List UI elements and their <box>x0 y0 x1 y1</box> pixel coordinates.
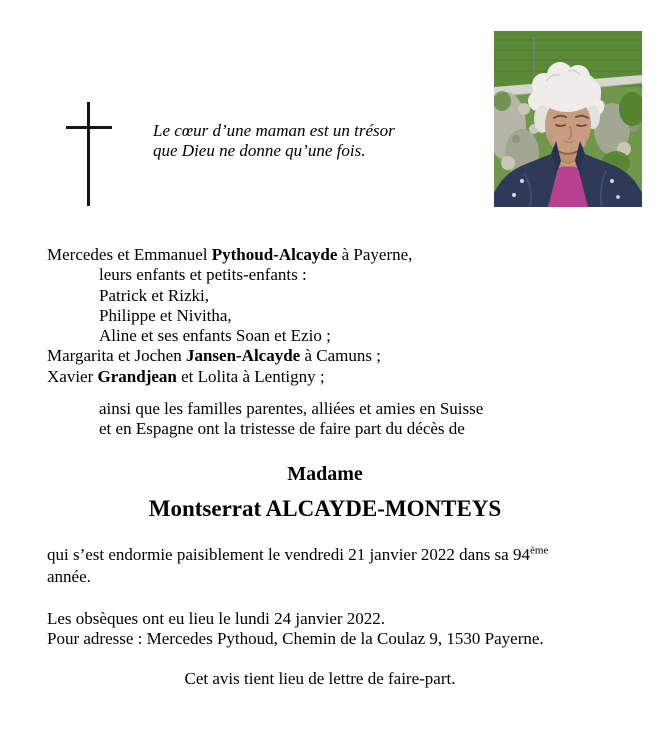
family-line1-name: Pythoud-Alcayde <box>211 245 338 264</box>
family-line <box>47 245 412 265</box>
family-line6-pre: Margarita et Jochen <box>47 346 186 366</box>
family-line6-post: à Camuns ; <box>300 346 381 366</box>
family-line: Patrick et Rizki, <box>99 285 210 305</box>
death-notice-line2: année. <box>47 566 91 586</box>
intro-line2: et en Espagne ont la tristesse de faire part du décès de <box>99 419 465 439</box>
memorial-quote <box>153 121 395 160</box>
intro-line1: ainsi que les familles parentes, alliées et amies en Suisse <box>99 399 484 418</box>
family-line: Aline et ses enfants Soan et Ezio ; <box>99 326 331 346</box>
funeral-line1: Les obsèques ont eu lieu le lundi 24 janvier 2022. <box>47 609 386 628</box>
portrait-photo <box>494 31 642 207</box>
death-notice-line1 <box>47 544 548 566</box>
family-line: leurs enfants et petits-enfants : <box>99 265 307 285</box>
intro-statement <box>99 399 483 440</box>
photo-fence-post <box>533 37 535 81</box>
cross-icon-vertical-bar <box>87 102 90 206</box>
family-line7-name: Grandjean <box>97 366 177 386</box>
funeral-info <box>47 609 544 650</box>
deceased-name: Montserrat ALCAYDE-MONTEYS <box>148 496 502 521</box>
funeral-line2: Pour adresse : Mercedes Pythoud, Chemin de la Coulaz 9, 1530 Payerne. <box>47 629 544 649</box>
family-line: Philippe et Nivitha, <box>99 305 232 325</box>
family-line1-post: à Payerne, <box>337 245 413 264</box>
family-line <box>47 367 412 387</box>
family-line <box>47 346 412 366</box>
deceased-title: Madame <box>287 463 363 485</box>
family-line7-post: et Lolita à Lentigny ; <box>176 366 325 386</box>
family-line7-pre: Xavier <box>47 366 98 386</box>
memorial-quote-line1: Le cœur d’une maman est un trésor <box>153 121 395 140</box>
death-notice-ordinal-suffix: ème <box>529 544 549 557</box>
footer-notice: Cet avis tient lieu de lettre de faire-part. <box>184 669 456 688</box>
family-line6-name: Jansen-Alcayde <box>185 346 301 366</box>
portrait-photo-illustration <box>494 31 642 207</box>
family-line1-pre: Mercedes et Emmanuel <box>47 245 212 264</box>
memorial-quote-line2: que Dieu ne donne qu’une fois. <box>153 140 366 160</box>
family-announcement <box>47 245 412 387</box>
cross-icon-horizontal-bar <box>66 126 112 129</box>
death-notice <box>47 544 548 588</box>
photo-hairline <box>540 78 594 112</box>
death-notice-line1-text: qui s’est endormie paisiblement le vendredi 21 janvier 2022 dans sa 94 <box>47 545 530 564</box>
